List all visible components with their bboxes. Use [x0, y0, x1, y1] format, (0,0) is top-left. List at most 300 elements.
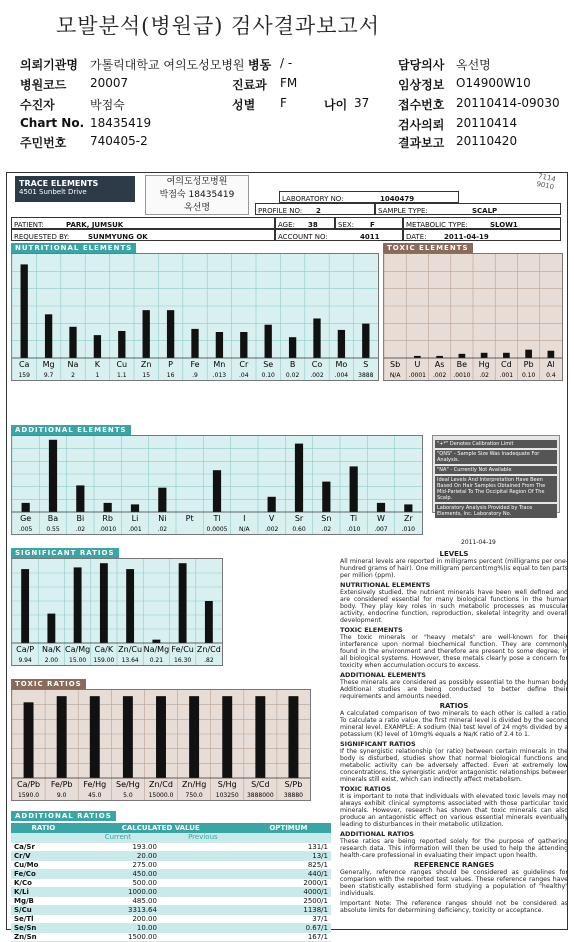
bar-Be: [459, 354, 466, 358]
value-label-Ca: 159: [18, 372, 30, 379]
value-label-Mn: .013: [212, 372, 227, 379]
tick-label-K: K: [94, 360, 101, 369]
toxic-text: The toxic minerals or "heavy metals" are well-known for their interference upon normal biochemical function. They are commonly found in the environment and therefore are present to some degree, in all biological systems. However, these metals clearly pose a concern for toxicity when accumulation occurs to excess.: [340, 634, 568, 669]
bar-Ca/K: [100, 563, 108, 643]
hospital-code-label: 병원코드: [20, 78, 67, 92]
value-label-Rb: .0010: [99, 526, 117, 533]
cell-optimum: 0.67/1: [246, 923, 331, 932]
value-label-Hg: .02: [479, 372, 489, 379]
toxic-ratios-text: It is important to note that individuals with elevated toxic levels may not always exhibit clinical symptoms associated with those particular toxic minerals. However, research has shown that toxic minerals can also produce an antagonistic effect on various essential minerals eventually leading to disturbances in their metabolic utilization.: [340, 793, 568, 828]
tick-label-Ba: Ba: [47, 514, 59, 523]
tick-label-Ca/Mg: Ca/Mg: [65, 645, 91, 654]
legend-box: [432, 435, 560, 517]
value-label-Ni: .02: [157, 526, 168, 533]
report-date-value: 20110420: [456, 134, 518, 148]
cell-previous: [160, 869, 246, 878]
sample-label: SAMPLE TYPE:: [378, 207, 428, 215]
cell-previous: [160, 896, 246, 905]
bar-Na/K: [47, 614, 55, 643]
value-label-Fe/Pb: 9.0: [56, 792, 67, 799]
tick-label-Cr: Cr: [239, 360, 249, 369]
bar-Fe/Hg: [90, 696, 100, 778]
bar-S/Pb: [288, 696, 298, 778]
handwritten-note: 7114 9010: [535, 172, 557, 192]
bar-Ca/P: [21, 569, 29, 643]
account-value: 4011: [360, 233, 380, 241]
institution-label: 의뢰기관명: [20, 58, 78, 72]
cell-current: 450.00: [76, 869, 160, 878]
toxic-ratios-heading: TOXIC RATIOS: [340, 785, 391, 793]
metabolic-value: SLOW1: [490, 221, 518, 229]
bar-Rb: [104, 503, 112, 512]
value-label-S/Pb: 38880: [283, 792, 303, 799]
tick-label-Ca/P: Ca/P: [16, 645, 35, 654]
bar-Sn: [322, 482, 330, 512]
sample-value: SCALP: [472, 207, 498, 215]
value-label-Sb: N/A: [389, 372, 401, 379]
cell-optimum: 2500/1: [246, 896, 331, 905]
additional-ratios-heading: ADDITIONAL RATIOS: [340, 830, 415, 838]
tick-label-Mg: Mg: [42, 360, 55, 369]
value-label-Co: .002: [310, 372, 324, 379]
dept-value: FM: [280, 76, 298, 90]
explanation-column: [340, 548, 568, 914]
tick-label-Fe/Cu: Fe/Cu: [171, 645, 194, 654]
bar-Cr: [240, 332, 247, 358]
legend-line: Ideal Levels And Interpretation Have Been Based On Hair Samples Obtained From The Mid-Parietal To The Occipital Region Of The Scalp.: [435, 476, 557, 502]
nutritional-title: NUTRITIONAL ELEMENTS: [11, 243, 136, 253]
value-label-Fe: .9: [192, 372, 198, 379]
value-label-U: .0001: [408, 372, 426, 379]
bar-Fe/Cu: [179, 563, 187, 643]
date-box: [403, 229, 561, 241]
lab-report-scan: [6, 172, 568, 941]
cell-current: 1000.00: [76, 887, 160, 896]
tick-label-S: S: [363, 360, 369, 369]
value-label-Ca/K: 159.00: [93, 657, 115, 664]
cell-current: 20.00: [76, 851, 160, 860]
tick-label-Zn/Cd: Zn/Cd: [196, 645, 221, 654]
patient-value: 박점숙: [90, 98, 125, 112]
additional-ratios-table: [11, 823, 331, 942]
bar-Zn/Cu: [126, 569, 134, 643]
bar-Na: [69, 327, 76, 358]
bar-Li: [131, 504, 139, 512]
bar-Pb: [525, 350, 532, 358]
toxic-heading: TOXIC ELEMENTS: [340, 626, 403, 634]
value-label-Ca/Pb: 1590.0: [18, 792, 40, 799]
cell-previous: [160, 887, 246, 896]
table-row: [11, 869, 331, 878]
stamp-hospital: 여의도성모병원: [166, 177, 228, 187]
tick-label-S/Cd: S/Cd: [251, 780, 270, 789]
cell-previous: [160, 878, 246, 887]
value-label-Zn/Cd: .82: [204, 657, 214, 664]
bar-Cu: [118, 331, 125, 358]
value-label-Be: .0010: [453, 372, 471, 379]
value-label-Zn: 15: [142, 372, 151, 379]
nutritional-heading: NUTRITIONAL ELEMENTS: [340, 581, 431, 589]
value-label-Se/Hg: 5.0: [123, 792, 133, 799]
tick-label-Ca/K: Ca/K: [94, 645, 114, 654]
additional-text: These minerals are considered as possibly essential to the human body. Additional studies are being conducted to better define their requirements and amounts needed.: [340, 679, 568, 700]
legend-line: "+*" Denotes Calibration Limit: [435, 440, 557, 448]
col-optimum: OPTIMUM: [246, 823, 331, 833]
table-row: [11, 851, 331, 860]
cell-ratio: K/Li: [11, 887, 76, 896]
rpt-sex-value: F: [370, 221, 375, 229]
account-label: ACCOUNT NO:: [278, 233, 328, 241]
patient-box: [11, 217, 275, 229]
value-label-P: 16: [166, 372, 175, 379]
logo-text: TRACE ELEMENTS: [19, 179, 99, 188]
value-label-Bi: .02: [75, 526, 86, 533]
tick-label-P: P: [168, 360, 174, 369]
metabolic-box: [403, 217, 561, 229]
value-label-Zn/Hg: 750.0: [185, 792, 203, 799]
value-label-Fe/Hg: 45.0: [88, 792, 102, 799]
chart-svg: [12, 254, 378, 380]
requested-label: REQUESTED BY:: [14, 233, 70, 241]
tick-label-I: I: [243, 514, 246, 523]
receipt-label: 접수번호: [398, 98, 445, 112]
table-row: [11, 905, 331, 914]
bar-Zn: [143, 310, 150, 358]
value-label-Cu: 1.1: [117, 372, 127, 379]
bar-Ca/Pb: [24, 702, 34, 778]
tick-label-S/Pb: S/Pb: [284, 780, 303, 789]
tick-label-Zr: Zr: [403, 514, 413, 523]
cell-optimum: 1138/1: [246, 905, 331, 914]
value-label-Sr: 0.60: [292, 526, 306, 533]
lab-no-value: 1040479: [380, 195, 415, 203]
lab-no-label: LABORATORY NO:: [282, 195, 344, 203]
tick-label-Ca/Pb: Ca/Pb: [17, 780, 41, 789]
date-label: DATE:: [406, 233, 427, 241]
bar-Cd: [503, 353, 510, 358]
tick-label-Na/Mg: Na/Mg: [143, 645, 170, 654]
request-label: 검사의뢰: [398, 118, 445, 132]
legend-line: Laboratory Analysis Provided by Trace Elements, Inc. Laboratory No.: [435, 504, 557, 518]
rpt-age-label: AGE:: [278, 221, 295, 229]
value-label-K: 1: [95, 372, 100, 379]
bar-Se/Hg: [123, 696, 133, 778]
cell-optimum: 13/1: [246, 851, 331, 860]
rpt-patient-label: PATIENT:: [14, 221, 44, 229]
bar-V: [268, 497, 276, 512]
value-label-Se: 0.10: [261, 372, 275, 379]
requested-value: SUNMYUNG OK: [88, 233, 148, 241]
tick-label-Sr: Sr: [294, 514, 304, 523]
tick-label-Fe/Hg: Fe/Hg: [83, 780, 107, 789]
cell-ratio: Mg/B: [11, 896, 76, 905]
reference-text: Generally, reference ranges should be considered as guidelines for comparison with the reported test values. These reference ranges have been statistically established form studying a population of "healthy" individuals.: [340, 869, 568, 897]
hospital-stamp: [145, 175, 249, 215]
bar-Na/Mg: [152, 640, 160, 643]
tick-label-Pt: Pt: [185, 514, 194, 523]
cell-optimum: 825/1: [246, 860, 331, 869]
tick-label-Li: Li: [131, 514, 139, 523]
tick-label-B: B: [289, 360, 296, 369]
value-label-Cd: .001: [499, 372, 514, 379]
cell-ratio: Ca/Sr: [11, 842, 76, 851]
bar-Ca/Mg: [74, 567, 82, 643]
bar-Sr: [295, 444, 303, 512]
value-label-W: .007: [374, 526, 388, 533]
table-row: [11, 842, 331, 851]
bar-Ni: [158, 488, 166, 512]
tick-label-Zn/Hg: Zn/Hg: [181, 780, 207, 789]
value-label-Ba: 0.55: [46, 526, 60, 533]
tick-label-Ni: Ni: [158, 514, 167, 523]
cell-ratio: S/Cu: [11, 905, 76, 914]
additional-heading: ADDITIONAL ELEMENTS: [340, 671, 426, 679]
value-label-V: .002: [264, 526, 279, 533]
legend-line: "QNS" - Sample Size Was Inadequate For Analysis.: [435, 450, 557, 464]
cell-optimum: 37/1: [246, 914, 331, 923]
bar-K: [94, 335, 101, 358]
cell-ratio: Se/Tl: [11, 914, 76, 923]
bar-Al: [548, 351, 555, 358]
nutritional-text: Extensively studied, the nutrient minerals have been well defined and are considered essential for many biological functions in the human body. They play key roles in such metabolic processes as muscular activity, endocrine function, reproduction, skeletal integrity and overall development.: [340, 589, 568, 624]
tick-label-Pb: Pb: [523, 360, 534, 369]
rrn-label: 주민번호: [20, 136, 67, 150]
cell-current: 500.00: [76, 878, 160, 887]
cell-previous: [160, 860, 246, 869]
value-label-B: 0.02: [285, 372, 300, 379]
tick-label-Ti: Ti: [350, 514, 358, 523]
cell-ratio: K/Co: [11, 878, 76, 887]
tick-label-Zn/Cu: Zn/Cu: [118, 645, 143, 654]
col-calc: CALCULATED VALUE: [76, 823, 246, 833]
ratios-heading: RATIOS: [439, 702, 469, 710]
rpt-age-value: 38: [308, 221, 318, 229]
value-label-Zr: .010: [401, 526, 416, 533]
value-label-Fe/Cu: 16.30: [174, 657, 192, 664]
chart-svg: [12, 559, 222, 665]
bar-Tl: [213, 470, 221, 512]
institution-value: 가톨릭대학교 여의도성모병원: [90, 58, 245, 72]
table-row: [11, 932, 331, 941]
bar-Hg: [481, 353, 488, 358]
tick-label-Al: Al: [547, 360, 555, 369]
tick-label-Sb: Sb: [390, 360, 401, 369]
tick-label-Ca: Ca: [18, 360, 30, 369]
cell-previous: [160, 905, 246, 914]
tick-label-Mn: Mn: [213, 360, 226, 369]
cell-ratio: Fe/Co: [11, 869, 76, 878]
value-label-Mo: .004: [334, 372, 349, 379]
metabolic-label: METABOLIC TYPE:: [406, 221, 468, 229]
tick-label-Fe: Fe: [190, 360, 200, 369]
significant-chart: [11, 558, 223, 666]
cell-optimum: 167/1: [246, 932, 331, 941]
bar-Co: [313, 318, 320, 358]
bar-Zn/Cd: [156, 696, 166, 778]
table-row: [11, 860, 331, 869]
tick-label-Na/K: Na/K: [41, 645, 61, 654]
cell-previous: [160, 932, 246, 941]
tick-label-Rb: Rb: [102, 514, 113, 523]
table-row: [11, 914, 331, 923]
cell-ratio: Cr/V: [11, 851, 76, 860]
tick-label-Na: Na: [67, 360, 79, 369]
value-label-Ti: .010: [346, 526, 361, 533]
bar-Mg: [45, 314, 52, 358]
doctor-label: 담당의사: [398, 58, 445, 72]
request-value: 20110414: [456, 116, 518, 130]
value-label-Pb: 0.10: [521, 372, 536, 379]
page-title: 모발분석(병원급) 검사결과보고서: [56, 14, 381, 38]
bar-Zn/Cd: [205, 601, 213, 643]
ward-label: 병동: [248, 58, 272, 72]
chart-svg: [12, 436, 422, 534]
bar-Fe: [191, 329, 198, 358]
tick-label-Cd: Cd: [501, 360, 512, 369]
value-label-Ca/P: 9.94: [18, 657, 32, 664]
cell-previous: [160, 851, 246, 860]
sample-box: [375, 203, 561, 215]
bar-B: [289, 337, 296, 358]
value-label-Li: .001: [128, 526, 142, 533]
tick-label-Se/Hg: Se/Hg: [115, 780, 140, 789]
cell-current: 1500.00: [76, 932, 160, 941]
bar-S/Hg: [222, 696, 232, 778]
dept-label: 진료과: [232, 78, 267, 92]
age-box: [275, 217, 335, 229]
value-label-Zn/Cu: 13.64: [121, 657, 139, 664]
table-row: [11, 878, 331, 887]
cell-current: 200.00: [76, 914, 160, 923]
tick-label-Se: Se: [263, 360, 274, 369]
cell-optimum: 2000/1: [246, 878, 331, 887]
date-value: 2011-04-19: [444, 233, 489, 241]
cell-current: 10.00: [76, 923, 160, 932]
bar-Fe/Pb: [57, 696, 67, 778]
levels-heading: LEVELS: [439, 550, 469, 558]
sex-label: 성별: [232, 98, 256, 112]
sex-box: [335, 217, 403, 229]
table-row: [11, 923, 331, 932]
cell-ratio: Se/Sn: [11, 923, 76, 932]
cell-previous: [160, 923, 246, 932]
bar-Ti: [350, 466, 358, 512]
age-value: 37: [354, 96, 370, 110]
tick-label-Co: Co: [311, 360, 323, 369]
significant-heading: SIGNIFICANT RATIOS: [340, 740, 416, 748]
profile-box: [255, 203, 375, 215]
stamp-patient: 박점숙 18435419: [159, 190, 235, 200]
value-label-Ca/Mg: 15.00: [69, 657, 87, 664]
col-current: Current: [76, 833, 160, 842]
tick-label-Ge: Ge: [20, 514, 32, 523]
cell-optimum: 440/1: [246, 869, 331, 878]
additional-ratios-text: These ratios are being reported solely for the purpose of gathering research data. This information will then be used to help the attending health-care professional in evaluating their impact upon health.: [340, 838, 568, 859]
logo-address: 4501 Sunbelt Drive: [19, 188, 87, 196]
receipt-value: 20110414-09030: [456, 96, 560, 110]
clinical-label: 임상정보: [398, 78, 445, 92]
tick-label-Be: Be: [456, 360, 468, 369]
value-label-Na: 2: [71, 372, 75, 379]
cell-optimum: 131/1: [246, 842, 331, 851]
tick-label-Cu: Cu: [116, 360, 128, 369]
cell-previous: [160, 842, 246, 851]
value-label-Tl: 0.0005: [206, 526, 228, 533]
chart-svg: [12, 690, 310, 800]
nutritional-chart: [11, 253, 379, 381]
tick-label-Bi: Bi: [76, 514, 85, 523]
ward-value: / -: [280, 56, 293, 70]
cell-previous: [160, 914, 246, 923]
value-label-S/Cd: 3888000: [246, 792, 274, 799]
legend-date: 2011-04-19: [461, 539, 496, 546]
doctor-value: 옥선명: [456, 58, 491, 72]
additional-ratios-title: ADDITIONAL RATIOS: [11, 811, 116, 821]
levels-text: All mineral levels are reported in milligrams percent (milligrams per one-hundred grams of hair). One milligram percent(mg%)is equal to ten parts per million (ppm).: [340, 558, 568, 579]
lab-no-box: [279, 191, 459, 203]
value-label-Na/K: 2.00: [44, 657, 59, 664]
col-ratio: RATIO: [11, 823, 76, 833]
clinical-value: O14900W10: [456, 76, 531, 90]
bar-Ba: [49, 440, 57, 512]
requested-box: [11, 229, 275, 241]
value-label-S: 3888: [358, 372, 374, 379]
profile-value: 2: [316, 207, 321, 215]
value-label-Na/Mg: 0.21: [149, 657, 164, 664]
cell-current: 485.00: [76, 896, 160, 905]
legend-line: "NA" - Currently Not Available: [435, 466, 557, 474]
tick-label-U: U: [414, 360, 421, 369]
tick-label-Zn: Zn: [140, 360, 152, 369]
cell-current: 193.00: [76, 842, 160, 851]
value-label-Zn/Cd: 15000.0: [148, 792, 174, 799]
tick-label-Hg: Hg: [478, 360, 490, 369]
lab-logo: [15, 176, 135, 202]
additional-title: ADDITIONAL ELEMENTS: [11, 425, 131, 435]
stamp-doctor: 옥선명: [183, 203, 211, 213]
value-label-Ge: .005: [18, 526, 33, 533]
tick-label-S/Hg: S/Hg: [217, 780, 237, 789]
cell-current: 275.00: [76, 860, 160, 869]
value-label-Sn: .02: [321, 526, 332, 533]
bar-Zr: [404, 504, 412, 512]
bar-P: [167, 310, 174, 358]
report-date-label: 결과보고: [398, 136, 445, 150]
toxic-ratios-title: TOXIC RATIOS: [11, 679, 86, 689]
rpt-patient-value: PARK, JUMSUK: [66, 221, 124, 229]
bar-Mn: [216, 332, 223, 358]
tick-label-As: As: [434, 360, 445, 369]
cell-optimum: 4000/1: [246, 887, 331, 896]
bar-Ca: [21, 264, 28, 358]
significant-text: If the synergistic relationship (or ratio) between certain minerals in the body is disturbed, studies show that normal biological functions and metabolic activity can be adversely affected. Even at extremely low concentrations, the synergistic and/or antagonistic relationships between minerals still exist, which can indirectly affect metabolism.: [340, 748, 568, 783]
profile-label: PROFILE NO:: [258, 207, 303, 215]
tick-label-W: W: [377, 514, 385, 523]
reference-heading: REFERENCE RANGES: [413, 861, 495, 869]
bar-Ge: [22, 503, 30, 512]
value-label-Mg: 9.7: [43, 372, 54, 379]
chart-svg: [384, 254, 562, 380]
bar-S: [362, 324, 369, 358]
cell-ratio: Cu/Mo: [11, 860, 76, 869]
hospital-code-value: 20007: [90, 76, 129, 90]
value-label-As: .002: [432, 372, 447, 379]
patient-label: 수진자: [20, 98, 55, 112]
important-note: Important Note: The reference ranges should not be considered as absolute limits for determining deficiency, toxicity or acceptance.: [340, 900, 568, 914]
rrn-value: 740405-2: [90, 134, 148, 148]
toxic-title: TOXIC ELEMENTS: [383, 243, 473, 253]
value-label-S/Hg: 103250: [215, 792, 239, 799]
